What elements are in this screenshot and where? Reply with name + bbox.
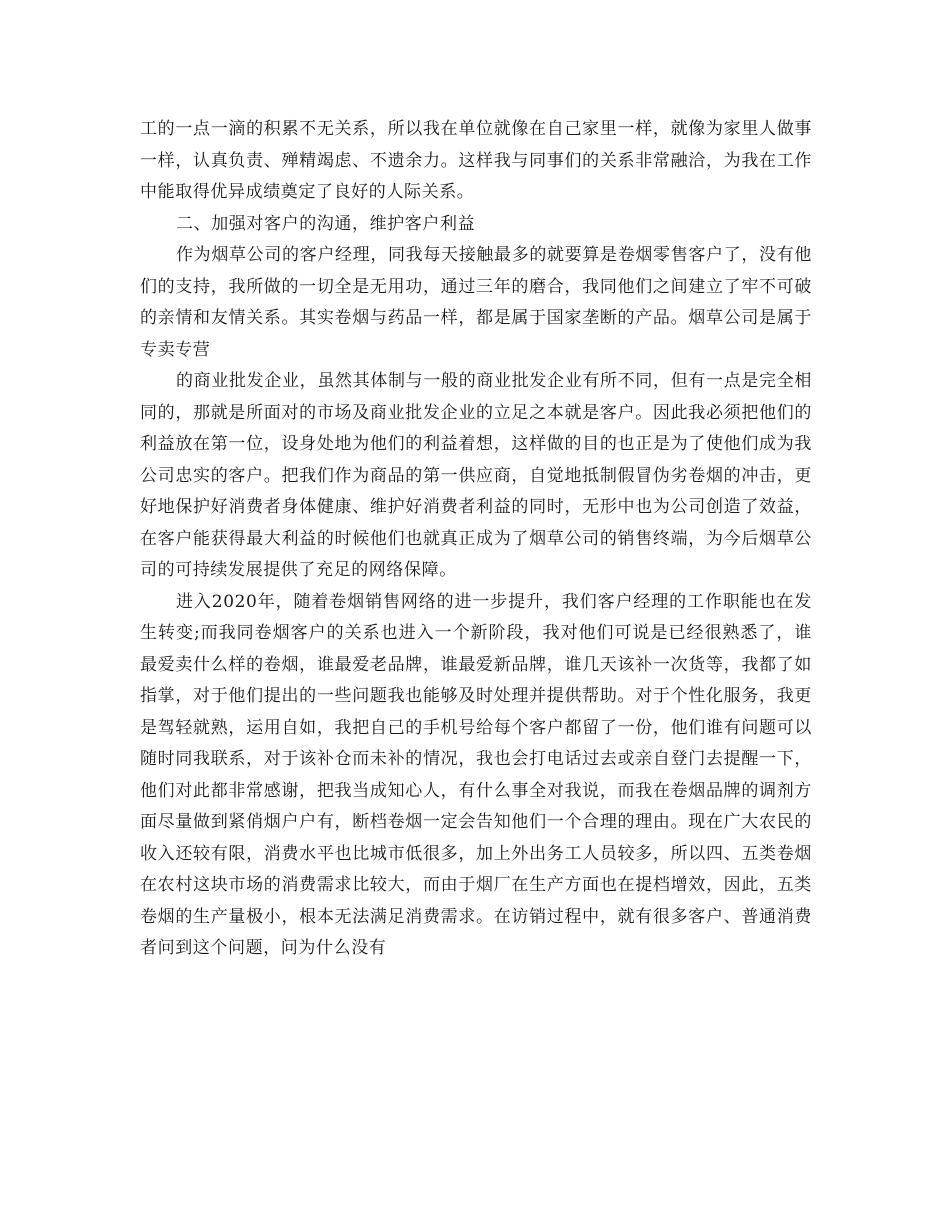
paragraph-3: 作为烟草公司的客户经理，同我每天接触最多的就要算是卷烟零售客户了，没有他们的支持，我所做的一切全是无用功，通过三年的磨合，我同他们之间建立了牢不可破的亲情和友情关系。其实卷烟与药品一样，都是属于国家垄断的产品。烟草公司是属于专卖专营 bbox=[140, 245, 812, 360]
section-heading-2: 二、加强对客户的沟通，维护客户利益 bbox=[176, 213, 476, 234]
paragraph-4: 的商业批发企业，虽然其体制与一般的商业批发企业有所不同，但有一点是完全相同的，那就是所面对的市场及商业批发企业的立足之本就是客户。因此我必须把他们的利益放在第一位，设身处地为他们的利益着想，这样做的目的也正是为了使他们成为我公司忠实的客户。把我们作为商品的第一供应商，自觉地抵制假冒伪劣卷烟的冲击，更好地保护好消费者身体健康、维护好消费者利益的同时，无形中也为公司创造了效益，在客户能获得最大利益的时候他们也就真正成为了烟草公司的销售终端，为今后烟草公司的可持续发展提供了充足的网络保障。 bbox=[140, 371, 812, 580]
paragraph-1: 工的一点一滴的积累不无关系，所以我在单位就像在自己家里一样，就像为家里人做事一样，认真负责、殚精竭虑、不遗余力。这样我与同事们的关系非常融洽，为我在工作中能取得优异成绩奠定了良好的人际关系。 bbox=[140, 119, 812, 202]
document-body bbox=[140, 114, 812, 965]
paragraph-5: 进入2020年，随着卷烟销售网络的进一步提升，我们客户经理的工作职能也在发生转变;而我同卷烟客户的关系也进入一个新阶段，我对他们可说是已经很熟悉了，谁最爱卖什么样的卷烟，谁最爱老品牌，谁最爱新品牌，谁几天该补一次货等，我都了如指掌，对于他们提出的一些问题我也能够及时处理并提供帮助。对于个性化服务，我更是驾轻就熟，运用自如，我把自己的手机号给每个客户都留了一份，他们谁有问题可以随时同我联系，对于该补仓而未补的情况，我也会打电话过去或亲自登门去提醒一下，他们对此都非常感谢，把我当成知心人，有什么事全对我说，而我在卷烟品牌的调剂方面尽量做到紧俏烟户户有，断档卷烟一定会告知他们一个合理的理由。现在广大农民的收入还较有限，消费水平也比城市低很多，加上外出务工人员较多，所以四、五类卷烟在农村这块市场的消费需求比较大，而由于烟厂在生产方面也在提档增效，因此，五类卷烟的生产量极小，根本无法满足消费需求。在访销过程中，就有很多客户、普通消费者问到这个问题，问为什么没有 bbox=[140, 591, 812, 958]
